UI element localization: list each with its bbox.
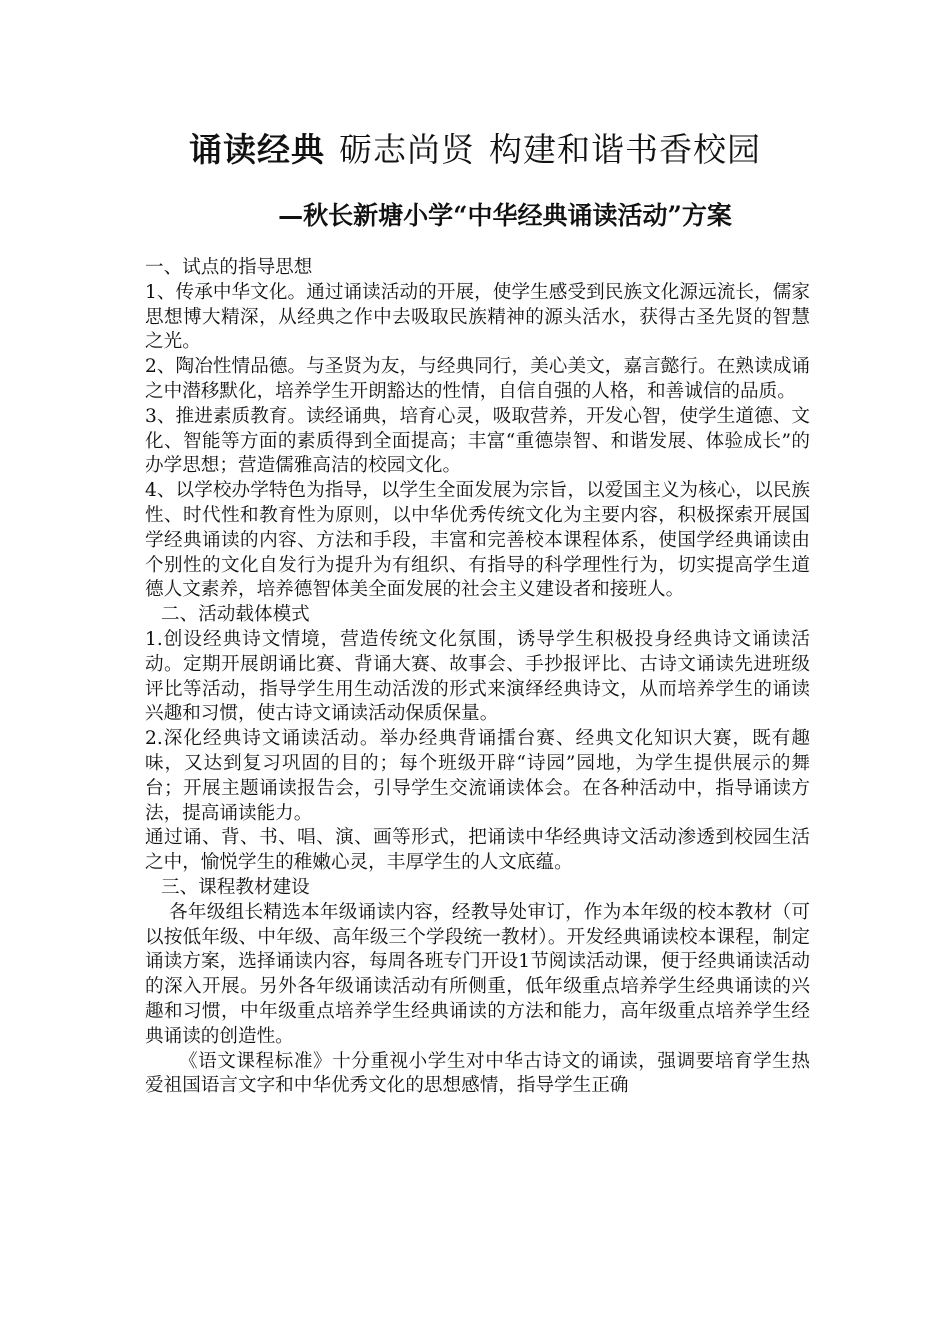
paragraph-3-1: 各年级组长精选本年级诵读内容，经教导处审订，作为本年级的校本教材（可以按低年级、中年级、高年级三个学段统一教材）。开发经典诵读校本课程，制定诵读方案，选择诵读内容，每周各班专门开设1节阅读活动课，便于经典诵读活动的深入开展。另外各年级诵读活动有所侧重，低年级重点培养学生经典诵读的兴趣和习惯，中年级重点培养学生经典诵读的方法和能力，高年级重点培养学生经典诵读的创造性。 [145,901,810,1047]
section-heading-3: 三、课程教材建设 [161,876,310,898]
title-part-2: 砺志尚贤 [339,130,475,169]
paragraph-2-2: 2.深化经典诗文诵读活动。举办经典背诵擂台赛、经典文化知识大赛，既有趣味，又达到复习巩固的目的；每个班级开辟“诗园”园地，为学生提供展示的舞台；开展主题诵读报告会，引导学生交流诵读体会。在各种活动中，指导诵读方法，提高诵读能力。 [145,728,810,824]
title-part-3: 构建和谐书香校园 [489,130,761,169]
paragraph-1-3: 3、推进素质教育。读经诵典，培育心灵，吸取营养，开发心智，使学生道德、文化、智能等方面的素质得到全面提高；丰富“重德崇智、和谐发展、体验成长”的办学思想；营造儒雅高洁的校园文化。 [145,405,810,477]
section-heading-1: 一、试点的指导思想 [145,257,313,278]
paragraph-2-3: 通过诵、背、书、唱、演、画等形式，把诵读中华经典诗文活动渗透到校园生活之中，愉悦学生的稚嫩心灵，丰厚学生的人文底蕴。 [145,827,810,874]
document-body [145,256,810,1099]
paragraph-3-2: 《语文课程标准》十分重视小学生对中华古诗文的诵读，强调要培育学生热爱祖国语言文字和中华优秀文化的思想感情，指导学生正确 [145,1050,810,1097]
document-subtitle: —秋长新塘小学“中华经典诵读活动”方案 [278,201,732,230]
document-title [0,128,950,172]
paragraph-2-1: 1.创设经典诗文情境，营造传统文化氛围，诱导学生积极投身经典诗文诵读活动。定期开展朗诵比赛、背诵大赛、故事会、手抄报评比、古诗文诵读先进班级评比等活动，指导学生用生动活泼的形式来演绎经典诗文，从而培养学生的诵读兴趣和习惯，使古诗文诵读活动保质保量。 [145,628,810,725]
title-part-1: 诵读经典 [189,130,325,169]
paragraph-1-2: 2、陶冶性情品德。与圣贤为友，与经典同行，美心美文，嘉言懿行。在熟读成诵之中潜移默化，培养学生开朗豁达的性情，自信自强的人格，和善诚信的品质。 [145,356,810,402]
paragraph-1-4: 4、以学校办学特色为指导，以学生全面发展为宗旨，以爱国主义为核心，以民族性、时代性和教育性为原则，以中华优秀传统文化为主要内容，积极探索开展国学经典诵读的内容、方法和手段，丰富和完善校本课程体系，使国学经典诵读由个别性的文化自发行为提升为有组织、有指导的科学理性行为，切实提高学生道德人文素养，培养德智体美全面发展的社会主义建设者和接班人。 [145,480,810,601]
paragraph-1-1: 1、传承中华文化。通过诵读活动的开展，使学生感受到民族文化源远流长，儒家思想博大精深，从经典之作中去吸取民族精神的源头活水，获得古圣先贤的智慧之光。 [145,281,810,353]
section-heading-2: 二、活动载体模式 [161,604,310,626]
